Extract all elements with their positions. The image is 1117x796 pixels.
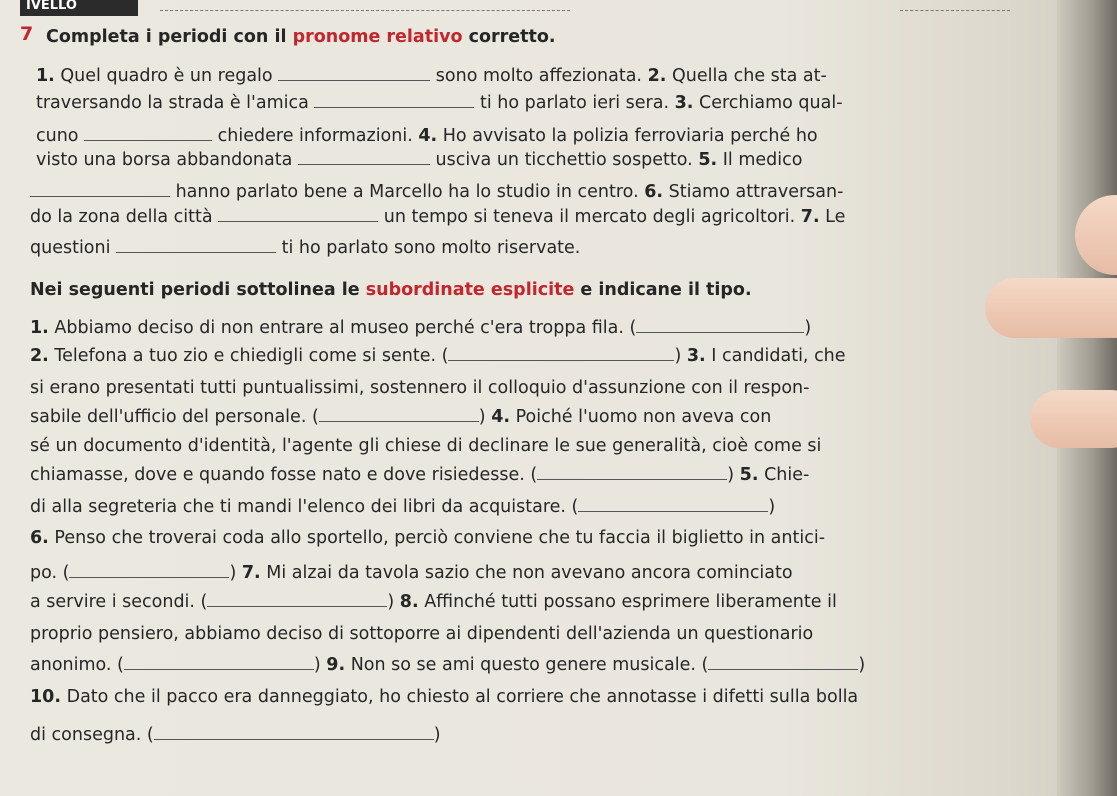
exercise1-line: visto una borsa abbandonata usciva un ticchettio sospetto. 5. Il medico bbox=[36, 150, 803, 170]
answer-blank[interactable] bbox=[30, 182, 170, 197]
answer-blank[interactable] bbox=[636, 318, 804, 333]
finger bbox=[985, 278, 1117, 338]
answer-blank[interactable] bbox=[278, 66, 430, 81]
finger bbox=[1030, 390, 1117, 448]
answer-blank[interactable] bbox=[124, 655, 314, 670]
exercise2-title: Nei seguenti periodi sottolinea le subordinate esplicite e indicane il tipo. bbox=[30, 280, 752, 300]
answer-blank[interactable] bbox=[314, 93, 474, 108]
exercise2-line: po. ( ) 7. Mi alzai da tavola sazio che non avevano ancora cominciato bbox=[30, 563, 793, 583]
exercise1-line: cuno chiedere informazioni. 4. Ho avvisato la polizia ferroviaria perché ho bbox=[36, 126, 818, 146]
exercise2-line: 2. Telefona a tuo zio e chiedigli come si sente. ( ) 3. I candidati, che bbox=[30, 346, 846, 366]
answer-blank[interactable] bbox=[69, 563, 229, 578]
answer-blank[interactable] bbox=[116, 238, 276, 253]
exercise2-line: 1. Abbiamo deciso di non entrare al museo perché c'era troppa fila. ( ) bbox=[30, 318, 812, 338]
exercise-number: 7 bbox=[20, 23, 34, 45]
answer-blank[interactable] bbox=[218, 207, 378, 222]
answer-blank[interactable] bbox=[154, 725, 434, 740]
exercise1-line: traversando la strada è l'amica ti ho parlato ieri sera. 3. Cerchiamo qual- bbox=[36, 93, 843, 113]
exercise2-line: chiamasse, dove e quando fosse nato e dove risiedesse. ( ) 5. Chie- bbox=[30, 465, 810, 485]
exercise2-line: 10. Dato che il pacco era danneggiato, ho chiesto al corriere che annotasse i difetti sulla bolla bbox=[30, 687, 859, 707]
answer-blank[interactable] bbox=[578, 497, 768, 512]
exercise1-line: questioni ti ho parlato sono molto riservate. bbox=[30, 238, 581, 258]
answer-blank[interactable] bbox=[319, 407, 479, 422]
exercise2-line: sabile dell'ufficio del personale. ( ) 4. Poiché l'uomo non aveva con bbox=[30, 407, 772, 427]
exercise2-line: 6. Penso che troverai coda allo sportello, perciò conviene che tu faccia il biglietto in antici- bbox=[30, 528, 826, 548]
answer-blank[interactable] bbox=[708, 655, 858, 670]
exercise1-line: do la zona della città un tempo si teneva il mercato degli agricoltori. 7. Le bbox=[30, 207, 846, 227]
exercise2-line: si erano presentati tutti puntualissimi, sostennero il colloquio d'assunzione con il respon- bbox=[30, 378, 810, 398]
exercise2-line: sé un documento d'identità, l'agente gli chiese di declinare le sue generalità, cioè come si bbox=[30, 436, 822, 456]
exercise1-line: 1. Quel quadro è un regalo sono molto affezionata. 2. Quella che sta at- bbox=[36, 66, 827, 86]
exercise2-line: di alla segreteria che ti mandi l'elenco dei libri da acquistare. ( ) bbox=[30, 497, 776, 517]
answer-blank[interactable] bbox=[448, 346, 674, 361]
exercise2-line: proprio pensiero, abbiamo deciso di sottoporre ai dipendenti dell'azienda un questionario bbox=[30, 624, 814, 644]
exercise1-line: hanno parlato bene a Marcello ha lo studio in centro. 6. Stiamo attraversan- bbox=[30, 182, 843, 202]
answer-blank[interactable] bbox=[537, 465, 727, 480]
exercise2-line: anonimo. ( ) 9. Non so se ami questo genere musicale. ( ) bbox=[30, 655, 866, 675]
answer-blank[interactable] bbox=[84, 126, 212, 141]
header-rule bbox=[900, 10, 1010, 12]
header-rule bbox=[160, 10, 570, 12]
exercise2-line: di consegna. ( ) bbox=[30, 725, 441, 745]
answer-blank[interactable] bbox=[298, 150, 430, 165]
exercise2-line: a servire i secondi. ( ) 8. Affinché tutti possano esprimere liberamente il bbox=[30, 592, 837, 612]
exercise1-title: Completa i periodi con il pronome relativo corretto. bbox=[46, 27, 556, 47]
answer-blank[interactable] bbox=[207, 592, 387, 607]
chapter-header-tab: IVELLO bbox=[20, 0, 138, 16]
